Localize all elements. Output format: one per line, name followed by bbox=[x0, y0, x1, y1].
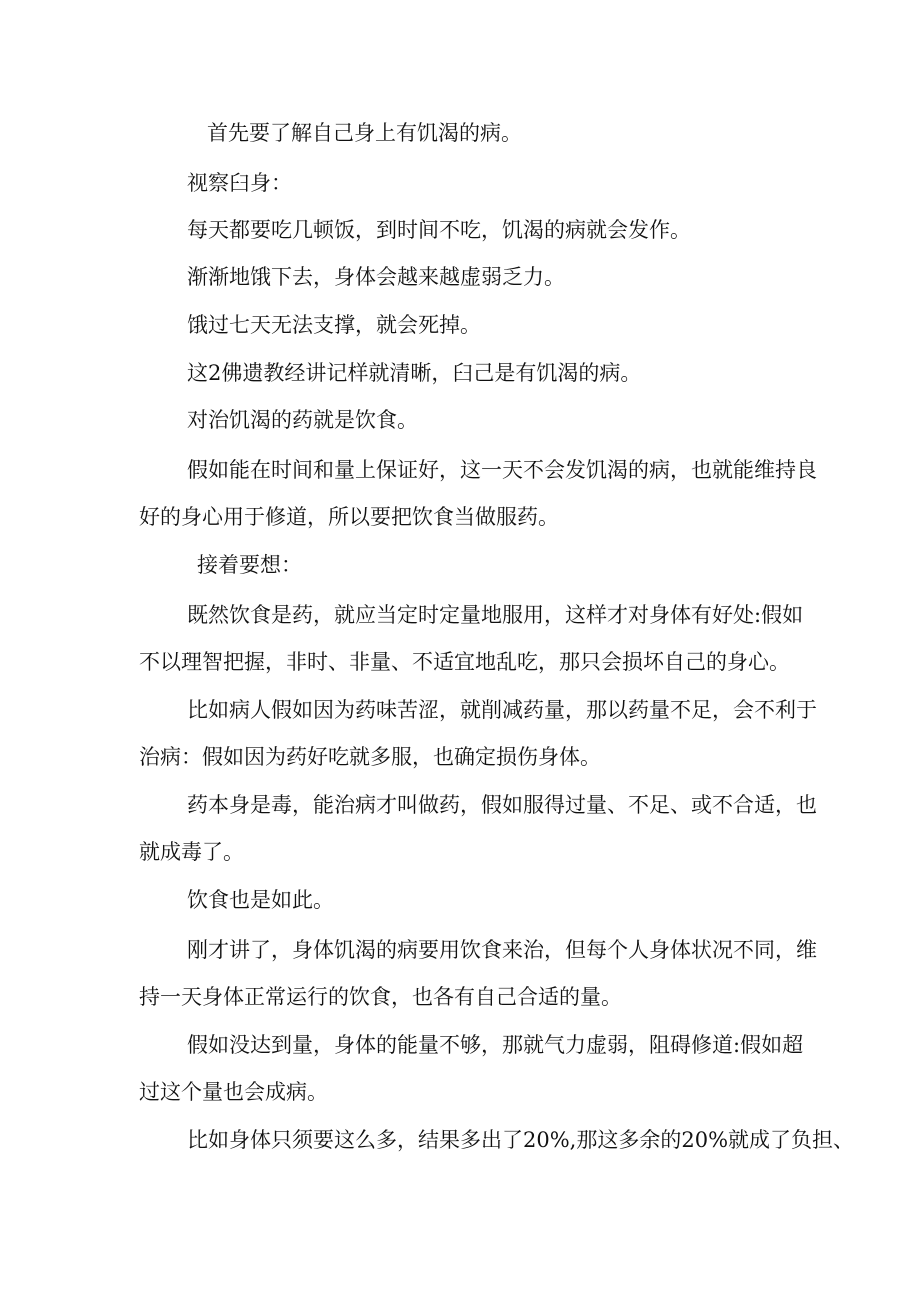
text-line: 饮食也是如此。 bbox=[187, 888, 334, 912]
text-line: 治病：假如因为药好吃就多服，也确定损伤身体。 bbox=[139, 745, 601, 769]
text-line: 不以理智把握，非时、非量、不适宜地乱吃，那只会损坏自己的身心。 bbox=[139, 650, 790, 674]
text-line: 好的身心用于修道，所以要把饮食当做服药。 bbox=[139, 505, 559, 529]
text-line: 假如没达到量，身体的能量不够，那就气力虚弱，阻碍修道:假如超 bbox=[187, 1033, 804, 1057]
text-line: 持一天身体正常运行的饮食，也各有自己合适的量。 bbox=[139, 985, 622, 1009]
text-line: 这2佛遗教经讲记样就清晰，臼己是有饥渴的病。 bbox=[187, 361, 642, 385]
text-line: 接着要想： bbox=[197, 553, 302, 577]
text-line: 每天都要吃几顿饭，到时间不吃，饥渴的病就会发作。 bbox=[187, 218, 691, 242]
text-line: 刚才讲了，身体饥渴的病要用饮食来治，但每个人身体状况不同，维 bbox=[187, 938, 817, 962]
text-line: 既然饮食是药，就应当定时定量地服用，这样才对身体有好处:假如 bbox=[187, 603, 804, 627]
text-line: 就成毒了。 bbox=[139, 840, 244, 864]
text-line: 视察臼身： bbox=[187, 171, 292, 195]
text-line: 对治饥渴的药就是饮食。 bbox=[187, 408, 418, 432]
text-line: 假如能在时间和量上保证好，这一天不会发饥渴的病，也就能维持良 bbox=[187, 458, 817, 482]
text-line: 饿过七天无法支撑，就会死掉。 bbox=[187, 313, 481, 337]
text-line: 比如身体只须要这么多，结果多出了20%,那这多余的20%就成了负担、 bbox=[187, 1128, 855, 1152]
text-line: 首先要了解自己身上有饥渴的病。 bbox=[207, 121, 522, 145]
text-line: 药本身是毒，能治病才叫做药，假如服得过量、不足、或不合适，也 bbox=[187, 793, 817, 817]
text-line: 比如病人假如因为药味苦涩，就削减药量，那以药量不足，会不利于 bbox=[187, 698, 817, 722]
text-line: 过这个量也会成病。 bbox=[139, 1080, 328, 1104]
text-line: 渐渐地饿下去，身体会越来越虚弱乏力。 bbox=[187, 265, 565, 289]
